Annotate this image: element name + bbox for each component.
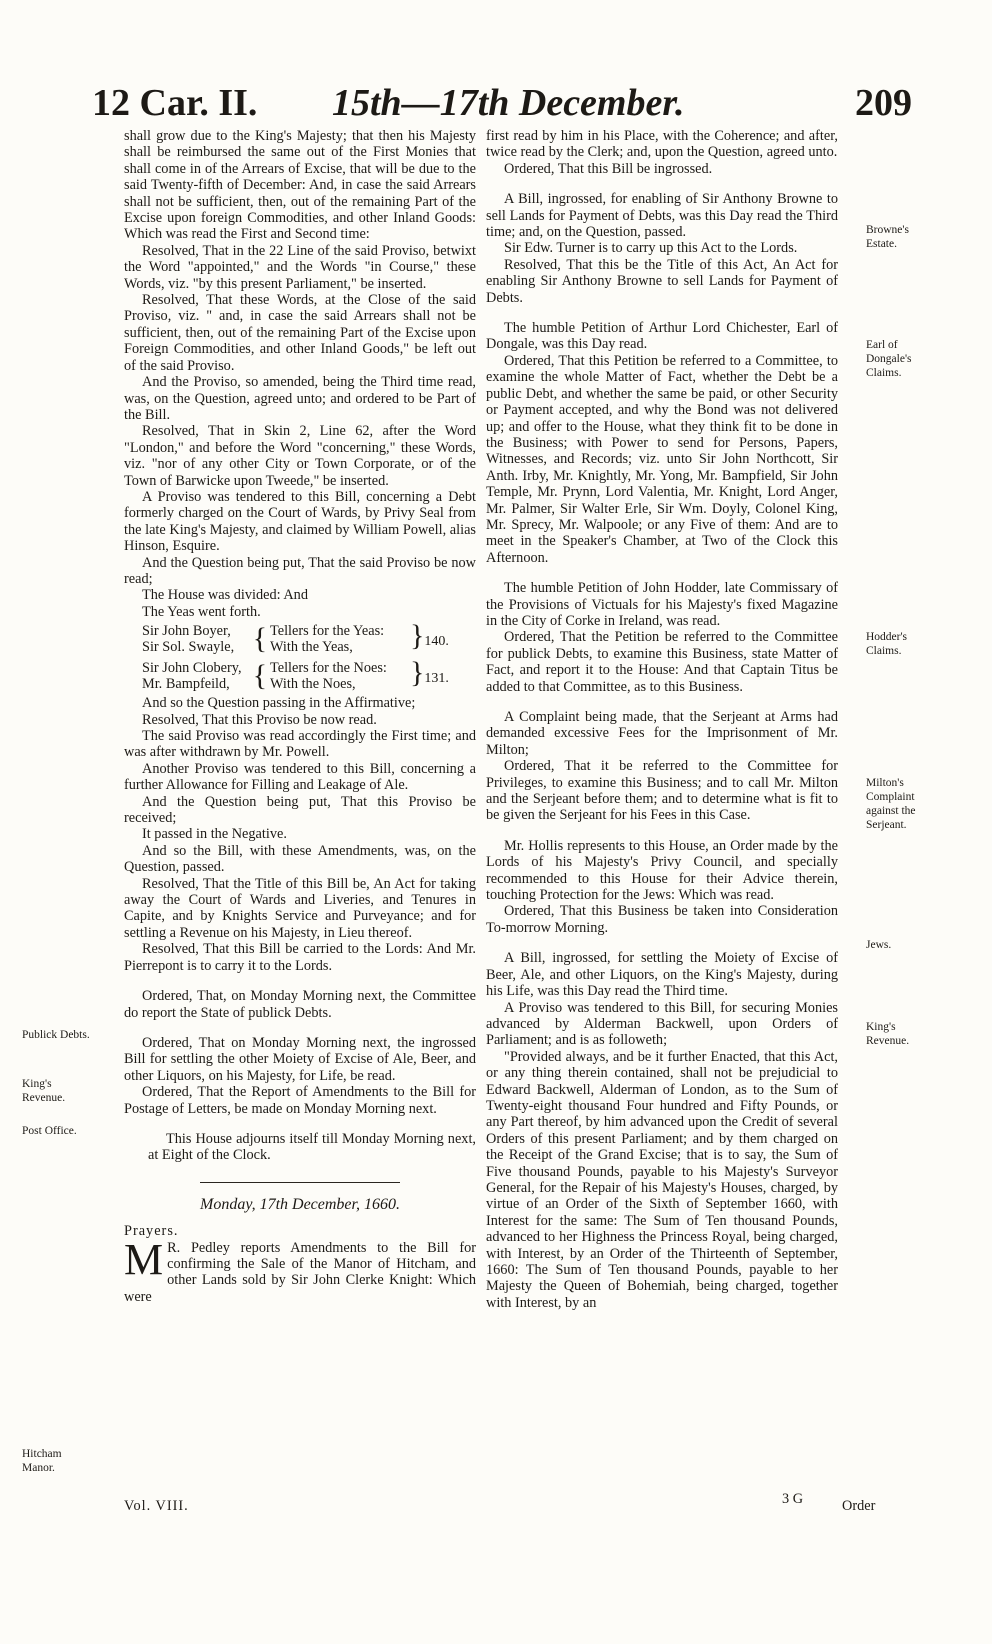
division-count-yeas: 140. (424, 634, 449, 650)
volume-label: Vol. VIII. (124, 1498, 189, 1514)
paragraph: shall grow due to the King's Majesty; that then his Majesty shall be reimbursed the same out of the First Monies that shall come in of the Arrears of Excise, that will be due to the said Twenty-fifth of December: And, in case the said Arrears shall not be sufficient, then, out of the remaining Part of the Excise upon foreign Commodities, and other Inland Goods: Which was read the First and Second time: (124, 128, 476, 243)
division-count-noes: 131. (424, 671, 449, 687)
paragraph: Resolved, That these Words, at the Close of the said Proviso, viz. " and, in case the said Arrears shall not be sufficient, then, out of the remaining Part of the Excise upon Foreign Commodities, and other Inland Goods," be left out of the said Proviso. (124, 292, 476, 374)
paragraph: "Provided always, and be it further Enacted, that this Act, or any thing therein contained, shall not be prejudicial to Edward Backwell, Alderman of London, as to the Sum of Twenty-eight thousand Four hundred and Fifty Pounds, or any Part thereof, by him advanced upon the Credit of several Orders of this present Parliament; and by them charged on the Receipt of the Grand Excise; that is to say, the Sum of Five thousand Pounds, payable to his Majesty's Surveyor General, for the Repair of his Majesty's Houses, charged, by virtue of an Order of the Sixth of September 1660, with Interest for the same: The Sum of Ten thousand Pounds, advanced to her Highness the Princess Royal, being charged, with Interest, by an Order of the Thirteenth of September, 1660: The Sum of Ten thousand Pounds, payable to her Majesty the Queen of Bohemiah, being charged, together with Interest, by an (486, 1048, 838, 1311)
paragraph: Resolved, That this be the Title of this Act, An Act for enabling Sir Anthony Browne to sell Lands for Payment of Debts. (486, 256, 838, 306)
teller-role: Tellers for the Yeas: (270, 622, 385, 639)
margin-note: Hitcham Manor. (22, 1448, 62, 1474)
prayers-heading: Prayers. (124, 1223, 179, 1240)
paragraph: Resolved, That this Bill be carried to the Lords: And Mr. Pierrepont is to carry it to the Lords. (124, 941, 476, 974)
adjournment: This House adjourns itself till Monday Morning next, at Eight of the Clock. (148, 1130, 476, 1164)
paragraph: A Proviso was tendered to this Bill, concerning a Debt formerly charged on the Court of Wards, by Privy Seal from the late King's Majesty, and claimed by William Powell, alias Hinson, Esquire. (124, 488, 476, 555)
paragraph: Resolved, That this Proviso be now read. (142, 711, 377, 728)
teller-name: Sir John Boyer, (142, 622, 231, 639)
paragraph: The House was divided: And (142, 587, 308, 604)
paragraph: The Yeas went forth. (142, 603, 261, 620)
paragraph: And the Question being put, That this Proviso be received; (124, 793, 476, 827)
margin-note: Jews. (866, 939, 892, 951)
paragraph: Ordered, That the Petition be referred to the Committee for publick Debts, to examine this Business, state Matter of Fact, and report it to the House: And that Captain Titus be added to that Committee, as to this Business. (486, 629, 838, 695)
paragraph: Resolved, That in the 22 Line of the said Proviso, betwixt the Word "appointed," and the Words "in Course," these Words, viz. "by this present Parliament," be inserted. (124, 242, 476, 292)
signature-mark: 3 G (782, 1491, 804, 1507)
paragraph: And so the Bill, with these Amendments, was, on the Question, passed. (124, 842, 476, 876)
margin-note: Hodder's Claims. (866, 631, 908, 657)
margin-note: King's Revenue. (22, 1078, 66, 1104)
margin-note: Post Office. (22, 1125, 77, 1137)
order-paragraph: Ordered, That the Report of Amendments to the Bill for Postage of Letters, be made on Monday Morning next. (124, 1084, 476, 1117)
margin-note: Browne's Estate. (866, 224, 909, 250)
header-dates: 15th—17th December. (332, 82, 685, 124)
page-number: 209 (855, 82, 912, 124)
division-tellers-yeas: Sir John Boyer, Sir Sol. Swayle, { Tellers for the Yeas: With the Yeas, }140. (142, 619, 449, 656)
margin-note: King's Revenue. (866, 1021, 910, 1047)
teller-name: Sir John Clobery, (142, 659, 242, 676)
paragraph: A Bill, ingrossed, for settling the Moiety of Excise of Beer, Ale, and other Liquors, on the King's Majesty, during his Life, was this Day read the Third time. (486, 950, 838, 1000)
paragraph: Sir Edw. Turner is to carry up this Act to the Lords. (504, 240, 798, 257)
paragraph: And the Question being put, That the said Proviso be now read; (124, 554, 476, 587)
paragraph: Resolved, That in Skin 2, Line 62, after the Word "London," and before the Word "concerning," these Words, viz. "nor of any other City or Town Corporate, or of the Town of Barwicke upon Tweede," be inserted. (124, 423, 476, 489)
teller-name: Mr. Bampfeild, (142, 676, 230, 693)
teller-role: With the Noes, (270, 676, 356, 693)
drop-cap: M (124, 1234, 164, 1284)
date-heading: Monday, 17th December, 1660. (200, 1195, 400, 1213)
running-header (92, 80, 912, 126)
paragraph: M R. Pedley reports Amendments to the Bill for confirming the Sale of the Manor of Hitcham, and other Lands sold by Sir John Clerke Knight: Which were (124, 1234, 476, 1305)
paragraph: It passed in the Negative. (142, 826, 287, 843)
paragraph: Ordered, That it be referred to the Committee for Privileges, to examine this Business; and to call Mr. Milton and the Serjeant before them; and to determine what is fit to be given the Serjeant for his Fees in this Case. (486, 758, 838, 824)
right-column (486, 128, 838, 1311)
paragraph: first read by him in his Place, with the Coherence; and after, twice read by the Clerk; and, upon the Question, agreed unto. (486, 128, 838, 161)
paragraph: And so the Question passing in the Affirmative; (142, 695, 416, 712)
paragraph: Another Proviso was tendered to this Bill, concerning a further Allowance for Filling and Leakage of Ale. (124, 760, 476, 794)
order-paragraph: Ordered, That, on Monday Morning next, the Committee do report the State of publick Debts. (124, 988, 476, 1021)
paragraph: Ordered, That this Business be taken into Consideration To-morrow Morning. (486, 903, 838, 936)
paragraph: The humble Petition of John Hodder, late Commissary of the Provisions of Victuals for his Majesty's fixed Magazine in the City of Corke in Ireland, was read. (486, 580, 838, 629)
margin-note: Milton's Complaint against the Serjeant. (866, 777, 916, 831)
teller-role: With the Yeas, (270, 639, 353, 656)
margin-note: Publick Debts. (22, 1029, 90, 1041)
paragraph: Ordered, That this Petition be referred to a Committee, to examine the whole Matter of Fact, whether the Debt be a public Debt, and whether the same be paid, or other Security or Payment accepted, and why the Bond was not delivered up; and offer to the House, what they think fit to be done in the Business; with Power to send for Persons, Papers, Witnesses, and Records; viz. unto Sir John Northcott, Sir Anth. Irby, Mr. Knightly, Mr. Yong, Mr. Bampfield, Sir John Temple, Mr. Prynn, Lord Valentia, Mr. Knight, Lord Anger, Mr. Palmer, Sir Walter Erle, Sir Wm. Doyly, Colonel King, Mr. Sprecy, Mr. Walpoole; or any Five of them: And are to meet in the Speaker's Chamber, at Two of the Clock this Afternoon. (486, 352, 838, 566)
section-rule (200, 1182, 400, 1183)
margin-note: Earl of Dongale's Claims. (866, 339, 912, 379)
teller-role: Tellers for the Noes: (270, 659, 387, 676)
left-column (124, 128, 476, 1305)
paragraph: Mr. Hollis represents to this House, an Order made by the Lords of his Majesty's Privy Council, and specially recommended to this House for their Advice therein, touching Protection for the Jews: Which was read. (486, 837, 838, 904)
paragraph: The said Proviso was read accordingly the First time; and was after withdrawn by Mr. Powell. (124, 728, 476, 761)
division-tellers-noes: Sir John Clobery, Mr. Bampfeild, { Tellers for the Noes: With the Noes, }131. (142, 656, 449, 693)
teller-name: Sir Sol. Swayle, (142, 639, 235, 656)
paragraph: Ordered, That this Bill be ingrossed. (504, 160, 713, 177)
header-regnal-year: 12 Car. II. (92, 82, 258, 124)
paragraph: Resolved, That the Title of this Bill be, An Act for taking away the Court of Wards and Liveries, and Tenures in Capite, and by Knights Service and Purveyance; and for settling a Revenue on his Majesty, in Lieu thereof. (124, 875, 476, 941)
paragraph: A Bill, ingrossed, for enabling of Sir Anthony Browne to sell Lands for Payment of Debts, was this Day read the Third time; and, on the Question, passed. (486, 191, 838, 241)
paragraph: A Complaint being made, that the Serjeant at Arms had demanded excessive Fees for the Imprisonment of Mr. Milton; (486, 709, 838, 758)
order-paragraph: Ordered, That on Monday Morning next, the ingrossed Bill for settling the other Moiety of Excise of Ale, Beer, and other Liquors, on his Majesty, for Life, be read. (124, 1034, 476, 1084)
paragraph: The humble Petition of Arthur Lord Chichester, Earl of Dongale, was this Day read. (486, 320, 838, 353)
paragraph: And the Proviso, so amended, being the Third time read, was, on the Question, agreed unto; and ordered to be Part of the Bill. (124, 374, 476, 423)
catchword: Order (842, 1498, 876, 1514)
paragraph: A Proviso was tendered to this Bill, for securing Monies advanced by Alderman Backwell, upon Orders of Parliament; and is as followeth; (486, 999, 838, 1049)
